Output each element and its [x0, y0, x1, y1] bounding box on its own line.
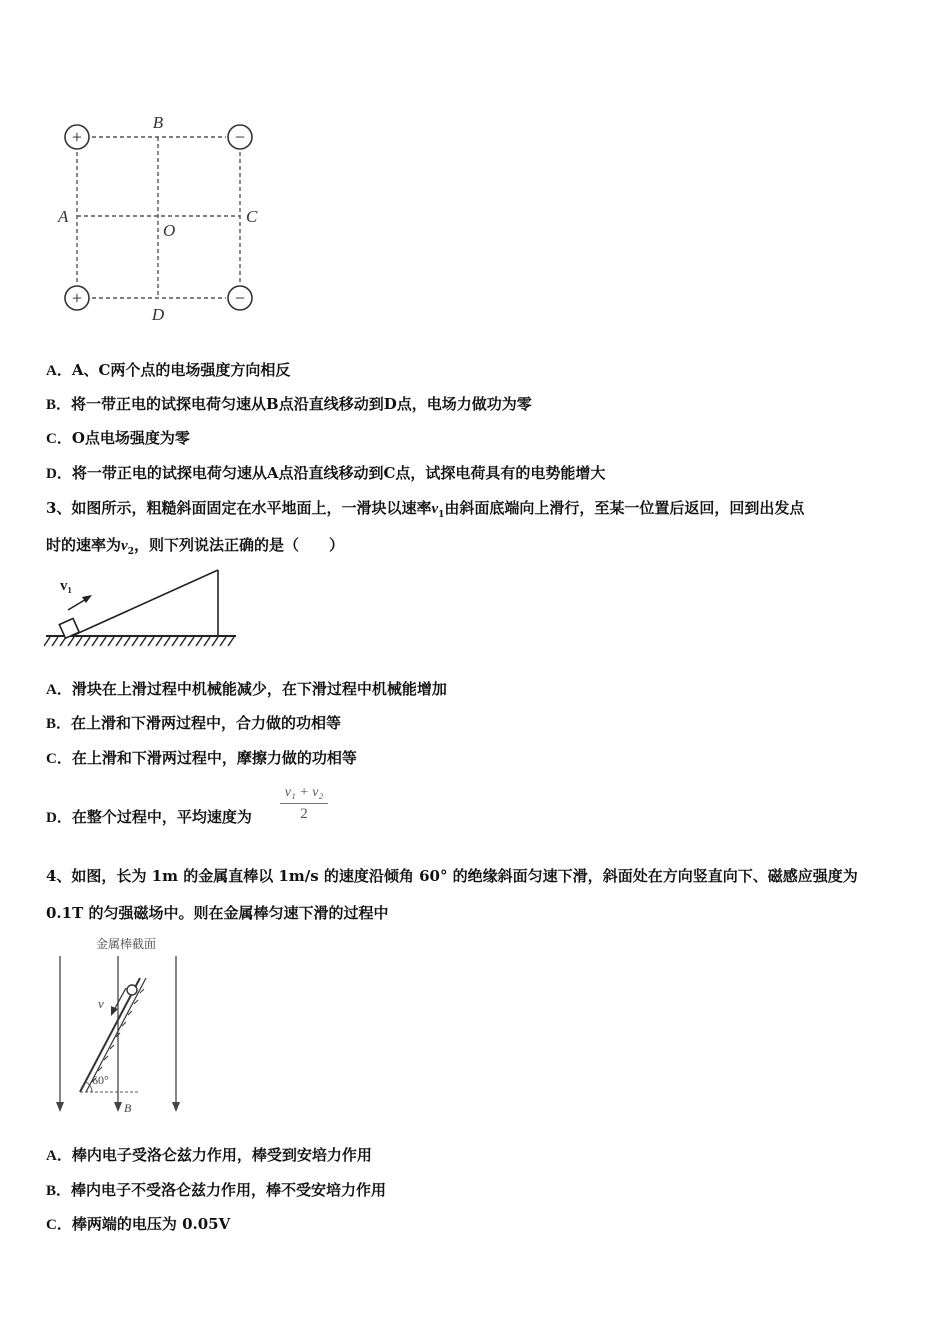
- negative-charge-bottom-right: [228, 286, 252, 310]
- label-C: C: [246, 207, 258, 226]
- label-D: D: [151, 305, 165, 324]
- q4-option-a: A．棒内电子受洛仑兹力作用，棒受到安培力作用: [46, 1146, 372, 1164]
- field-label-B: B: [124, 1101, 132, 1115]
- positive-charge-top-left: [65, 125, 89, 149]
- q4-stem-line2: 0.1T 的匀强磁场中。则在金属棒匀速下滑的过程中: [46, 904, 389, 922]
- label-A: A: [58, 207, 69, 226]
- label-B: B: [152, 113, 164, 132]
- figure-title-rod-section: 金属棒截面: [96, 937, 157, 951]
- q3-stem-line2: 时的速率为$v_2$，则下列说法正确的是（ ）: [46, 536, 344, 557]
- incline-figure: [44, 566, 240, 652]
- positive-charge-bottom-left: [65, 286, 89, 310]
- svg-text:+: +: [71, 288, 83, 308]
- svg-text:−: −: [234, 127, 246, 147]
- fraction-denominator: 2: [300, 806, 308, 822]
- q2-option-a: A．A、C两个点的电场强度方向相反: [46, 361, 291, 379]
- q3-option-d: D．在整个过程中，平均速度为: [46, 808, 252, 826]
- q4-option-c: C．棒两端的电压为 0.05V: [46, 1215, 231, 1233]
- fraction-numerator: v₁ + v₂: [284, 785, 324, 800]
- velocity-label-v: v: [98, 996, 104, 1011]
- velocity-label-v1: v₁: [60, 578, 72, 594]
- q2-option-d: D．将一带正电的试探电荷匀速从A点沿直线移动到C点，试探电荷具有的电势能增大: [46, 464, 606, 482]
- q3-stem-line1: 3、如图所示，粗糙斜面固定在水平地面上，一滑块以速率$v_1$由斜面底端向上滑行，至某一位置后返回，回到出发点: [46, 499, 805, 520]
- q3-option-a: A．滑块在上滑过程中机械能减少，在下滑过程中机械能增加: [46, 680, 447, 698]
- q2-option-c: C．O点电场强度为零: [46, 429, 190, 447]
- svg-text:−: −: [234, 288, 246, 308]
- q3-option-c: C．在上滑和下滑两过程中，摩擦力做的功相等: [46, 749, 357, 767]
- q4-stem-line1: 4、如图，长为 1m 的金属直棒以 1m/s 的速度沿倾角 60° 的绝缘斜面匀速下滑，斜面处在方向竖直向下、磁感应强度为: [46, 867, 858, 885]
- svg-text:+: +: [71, 127, 83, 147]
- charge-square-figure: [50, 110, 280, 325]
- average-velocity-fraction: [278, 784, 330, 823]
- label-O: O: [163, 221, 176, 240]
- q2-option-b: B．将一带正电的试探电荷匀速从B点沿直线移动到D点，电场力做功为零: [46, 395, 532, 413]
- q4-option-b: B．棒内电子不受洛仑兹力作用，棒不受安培力作用: [46, 1181, 387, 1199]
- q3-option-b: B．在上滑和下滑两过程中，合力做的功相等: [46, 714, 342, 732]
- angle-label: 60°: [92, 1073, 109, 1087]
- metal-rod-cross-section: [127, 985, 137, 995]
- magnetic-field-figure: [48, 932, 198, 1122]
- negative-charge-top-right: [228, 125, 252, 149]
